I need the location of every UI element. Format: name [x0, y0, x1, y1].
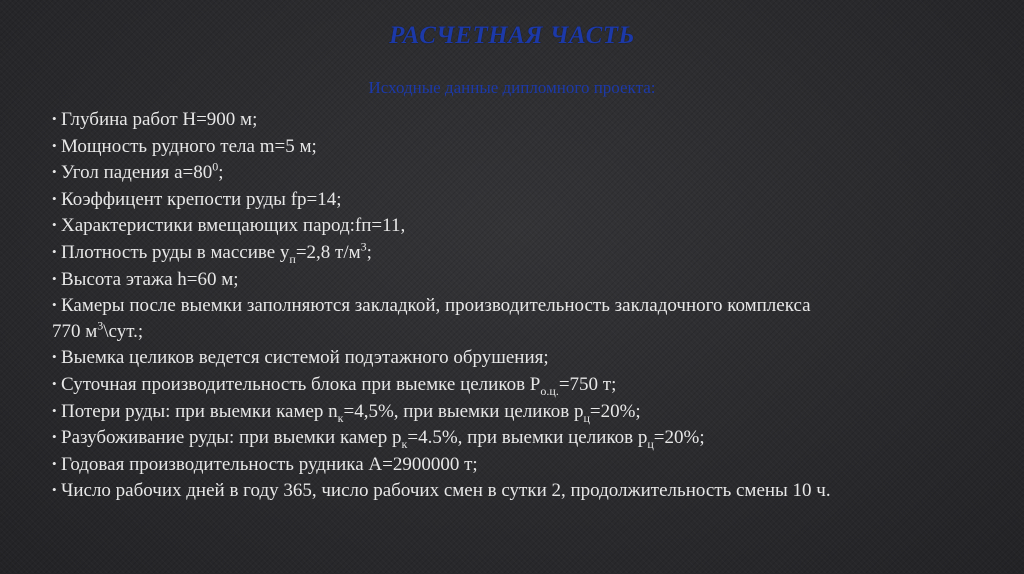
list-item-dilution	[52, 424, 992, 451]
bullet-icon: •	[52, 137, 57, 153]
list-item-work-days	[52, 477, 992, 504]
list-item-ore-strength	[52, 186, 992, 213]
bullet-icon: •	[52, 482, 57, 498]
list-item-daily-output	[52, 371, 992, 398]
item-subscript: ц	[647, 436, 654, 451]
bullet-icon: •	[52, 164, 57, 180]
item-text-tail: ;	[366, 241, 372, 263]
item-text-mid: =4,5%, при выемки целиков p	[343, 400, 584, 422]
bullet-icon: •	[52, 429, 57, 445]
parameters-list	[52, 106, 992, 504]
bullet-icon: •	[52, 111, 57, 126]
slide-title: РАСЧЕТНАЯ ЧАСТЬ	[389, 22, 635, 49]
list-item-level-height	[52, 266, 992, 293]
item-subscript: к	[337, 410, 344, 425]
bullet-icon: •	[52, 455, 57, 471]
list-item-angle	[52, 159, 992, 186]
item-text: Угол падения а=80	[61, 162, 213, 184]
item-text: Коэффицент крепости руды fр=14;	[61, 188, 342, 210]
list-item-pillar-method	[52, 344, 992, 371]
item-text-mid: =4.5%, при выемки целиков р	[407, 427, 648, 449]
item-subscript: п	[289, 251, 296, 266]
list-item-host-rock	[52, 212, 992, 239]
item-text: Глубина работ H=900 м;	[61, 109, 258, 130]
list-item-losses	[52, 398, 992, 425]
list-item-depth	[52, 106, 992, 133]
item-superscript: 3	[97, 318, 104, 333]
item-text: Выемка целиков ведется системой подэтажного обрушения;	[61, 347, 549, 369]
list-item-annual-output	[52, 451, 992, 478]
item-text: Плотность руды в массиве у	[61, 241, 290, 263]
bullet-icon: •	[52, 402, 57, 418]
bullet-icon: •	[52, 375, 57, 391]
item-text-line2: 770 м	[52, 320, 98, 342]
item-text: Годовая производительность рудника А=2900000 т;	[61, 453, 478, 475]
bullet-icon: •	[52, 217, 57, 233]
item-text: Суточная производительность блока при выемке целиков Р	[61, 373, 541, 395]
item-subscript: ц	[583, 410, 590, 425]
item-text: Мощность рудного тела m=5 м;	[61, 135, 317, 157]
item-superscript: 0	[212, 159, 219, 174]
bullet-icon: •	[52, 297, 57, 313]
list-item-density	[52, 239, 992, 266]
item-subscript: к	[401, 436, 408, 451]
item-subscript: о.ц.	[540, 383, 559, 398]
item-text: Характеристики вмещающих парод:fп=11,	[61, 215, 406, 237]
item-text: Число рабочих дней в году 365, число рабочих смен в сутки 2, продолжительность смены 10 ч.	[61, 480, 831, 502]
bullet-icon: •	[52, 349, 57, 365]
item-text: Потери руды: при выемки камер n	[61, 400, 338, 422]
item-text-mid: =2,8 т/м	[295, 241, 361, 263]
item-text: Камеры после выемки заполняются закладкой, производительность закладочного комплекса	[61, 295, 811, 317]
bullet-icon: •	[52, 270, 57, 286]
item-text-tail: ;	[218, 162, 224, 184]
item-superscript: 3	[360, 239, 367, 254]
bullet-icon: •	[52, 243, 57, 259]
list-item-backfill	[52, 292, 992, 344]
item-text: Высота этажа h=60 м;	[61, 268, 239, 290]
list-item-thickness	[52, 133, 992, 160]
bullet-icon: •	[52, 190, 57, 206]
item-text: Разубоживание руды: при выемки камер р	[61, 427, 402, 449]
item-text-tail: =20%;	[653, 427, 705, 449]
item-text-tail: =20%;	[589, 400, 641, 422]
item-text-tail: =750 т;	[558, 373, 617, 395]
item-text-tail: \сут.;	[103, 320, 144, 342]
slide-subtitle: Исходные данные дипломного проекта:	[368, 78, 656, 97]
